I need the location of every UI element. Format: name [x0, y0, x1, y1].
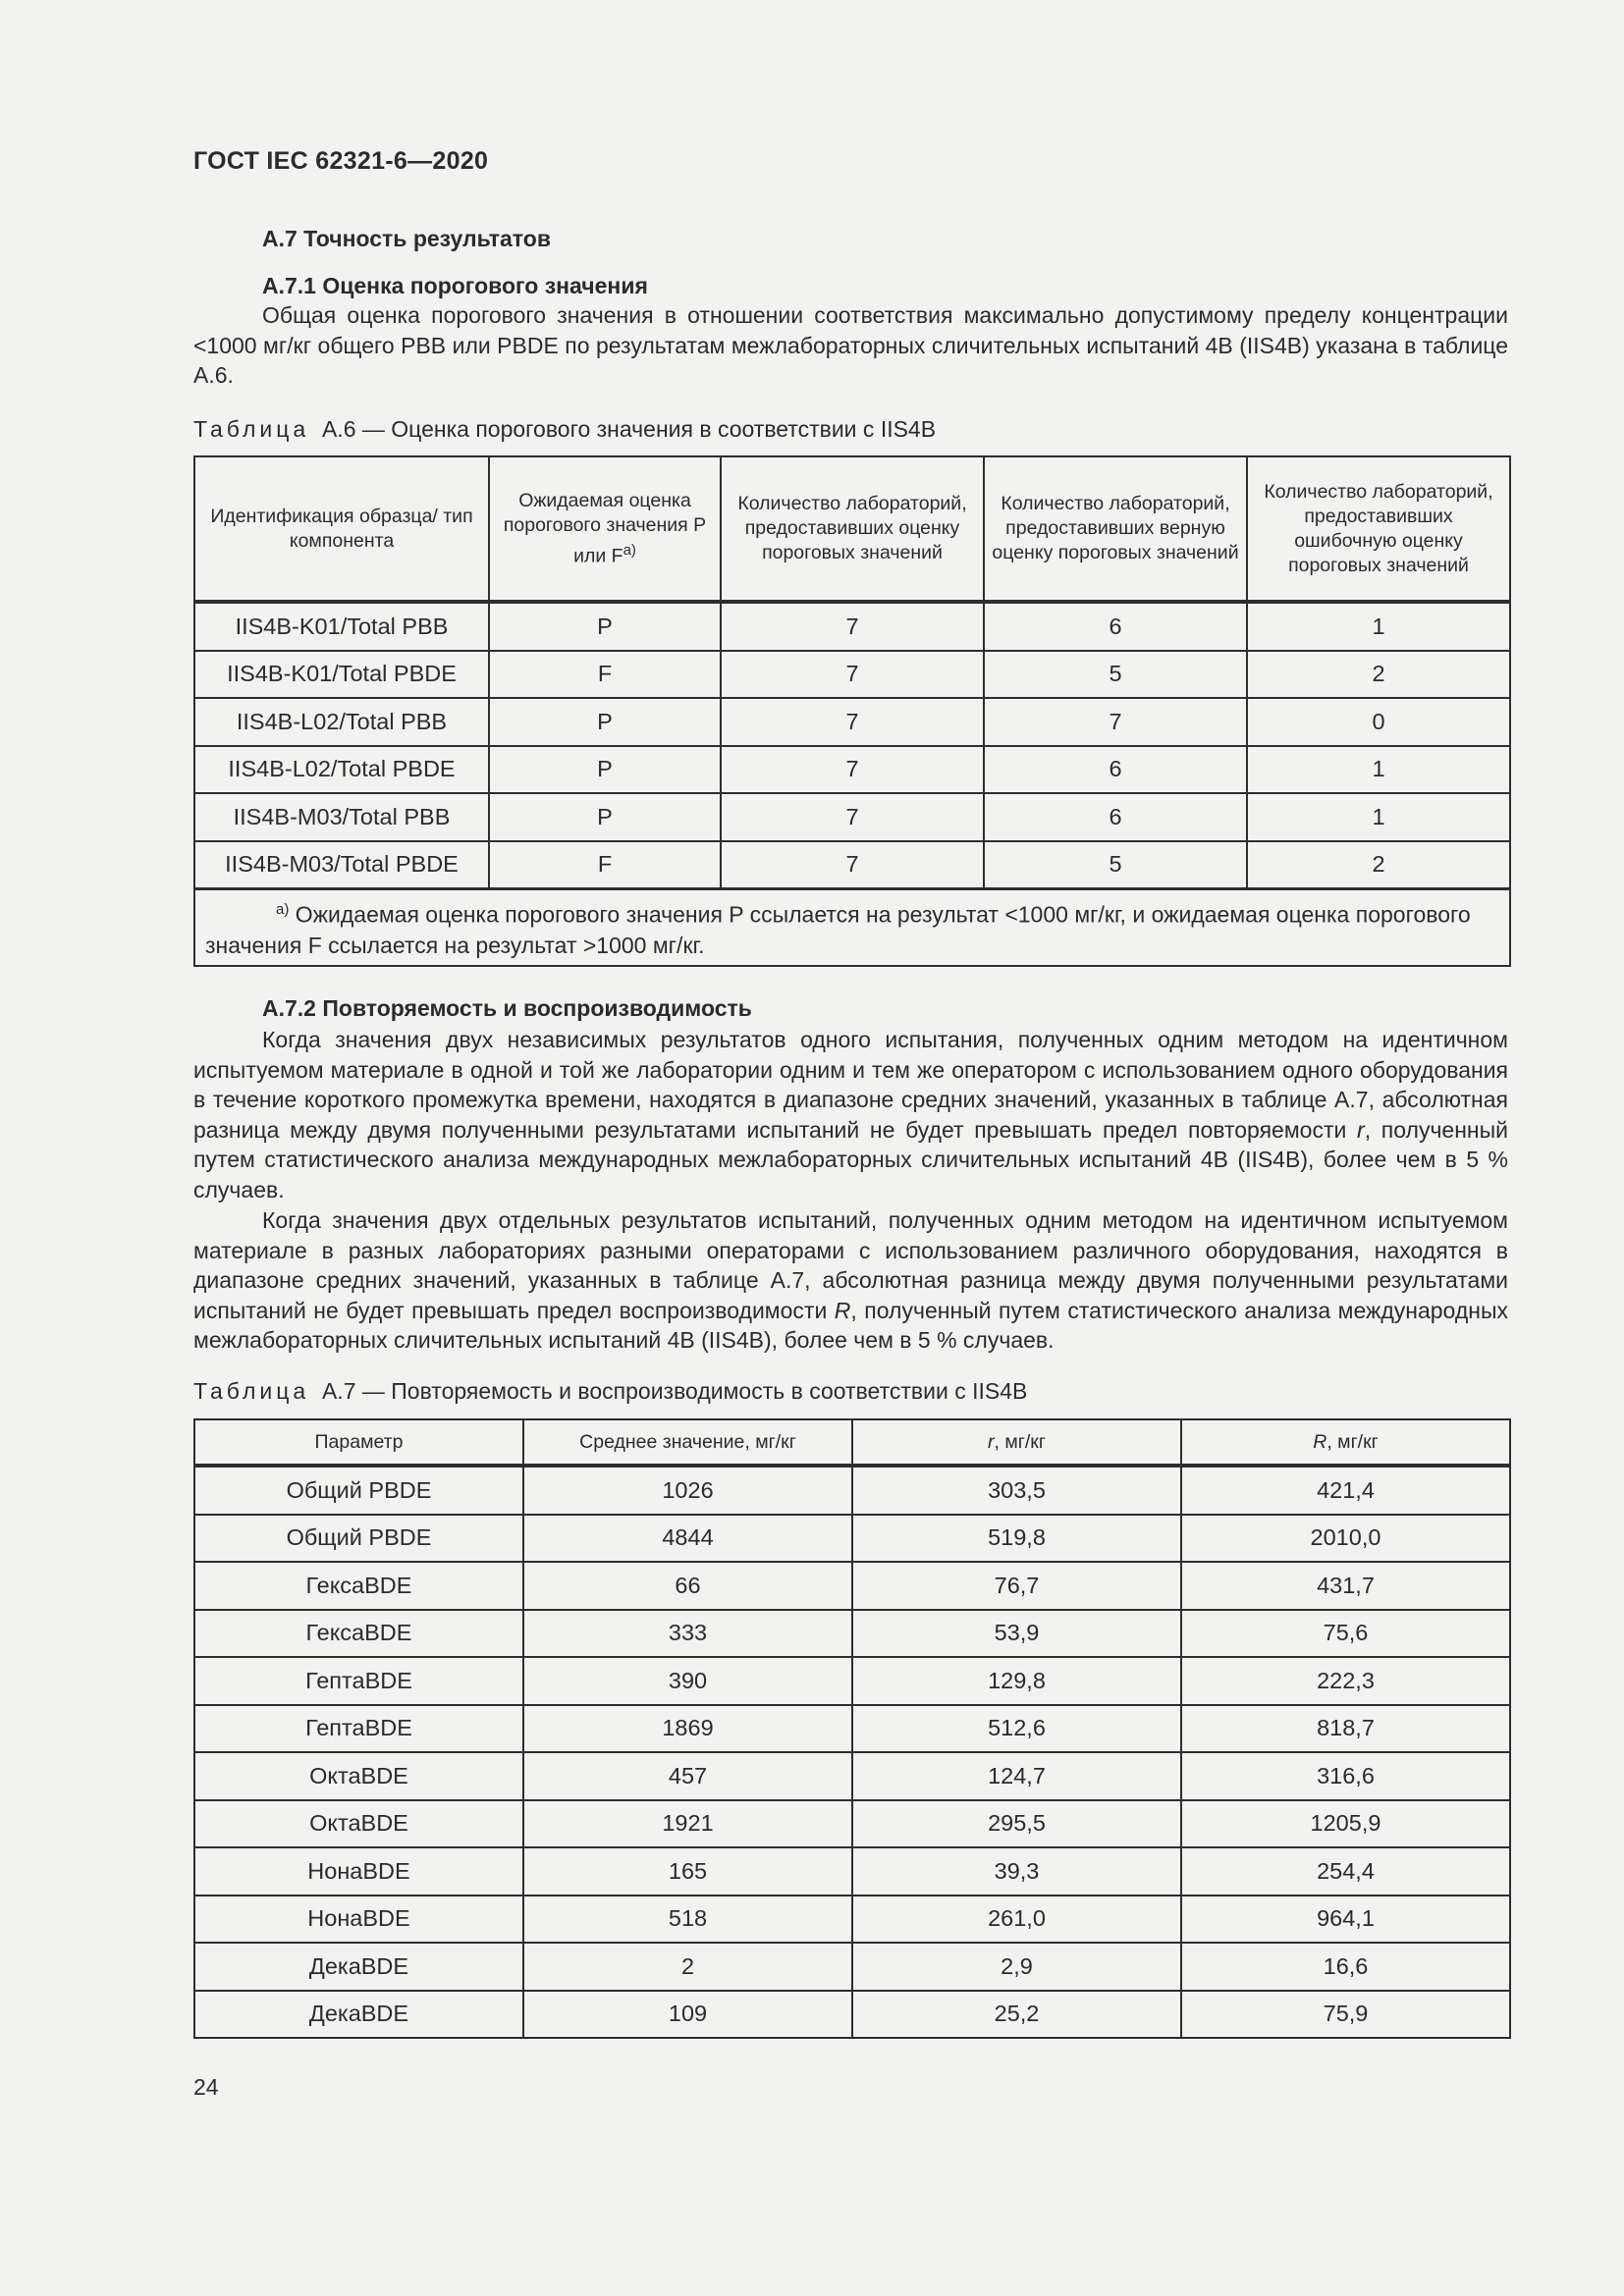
table-row [194, 1943, 1510, 1991]
table-cell: IIS4B-L02/Total PBB [194, 698, 489, 746]
table-cell: 6 [984, 746, 1247, 794]
page-number: 24 [193, 2074, 219, 2100]
subsection-heading-a71: А.7.1 Оценка порогового значения [262, 273, 648, 298]
table-cell: 76,7 [852, 1562, 1181, 1610]
table-cell: 2,9 [852, 1943, 1181, 1991]
table-cell: 1 [1247, 746, 1510, 794]
table-row [194, 746, 1510, 794]
table-row [194, 1896, 1510, 1944]
table-cell: 818,7 [1181, 1705, 1510, 1753]
table-cell: IIS4B-M03/Total PBB [194, 793, 489, 841]
table-cell: НонаBDE [194, 1896, 523, 1944]
table-a6-body [194, 602, 1510, 889]
table-cell: ОктаBDE [194, 1800, 523, 1848]
table-row [194, 1991, 1510, 2039]
table-cell: P [489, 746, 721, 794]
table-cell: 53,9 [852, 1610, 1181, 1658]
table-a6-caption: Таблица А.6 — Оценка порогового значения в соответствии с IIS4B [193, 416, 937, 442]
table-cell: ГептаBDE [194, 1657, 523, 1705]
header-repeatability-limit: r, мг/кг [852, 1419, 1181, 1466]
table-header-row [194, 1419, 1510, 1466]
table-cell: 303,5 [852, 1466, 1181, 1515]
table-cell: IIS4B-M03/Total PBDE [194, 841, 489, 889]
table-cell: 518 [523, 1896, 852, 1944]
table-row [194, 1800, 1510, 1848]
table-cell: ГексаBDE [194, 1562, 523, 1610]
table-cell: Общий PBDE [194, 1466, 523, 1515]
subsection-heading-a72: А.7.2 Повторяемость и воспроизводимость [262, 995, 752, 1021]
table-cell: 316,6 [1181, 1752, 1510, 1800]
table-cell: 964,1 [1181, 1896, 1510, 1944]
table-a7-caption: Таблица А.7 — Повторяемость и воспроизводимость в соответствии с IIS4B [193, 1378, 1028, 1404]
header-mean-value: Среднее значение, мг/кг [523, 1419, 852, 1466]
table-row [194, 1610, 1510, 1658]
table-cell: 261,0 [852, 1896, 1181, 1944]
section-heading: А.7 Точность результатов [262, 226, 551, 251]
table-footnote-row [194, 889, 1510, 967]
table-cell: 7 [721, 841, 984, 889]
table-cell: 25,2 [852, 1991, 1181, 2039]
table-cell: P [489, 698, 721, 746]
standard-designation: ГОСТ IEC 62321-6—2020 [193, 147, 489, 175]
table-cell: 2 [1247, 651, 1510, 699]
table-cell: IIS4B-K01/Total PBB [194, 602, 489, 651]
table-cell: 1921 [523, 1800, 852, 1848]
table-cell: P [489, 793, 721, 841]
table-cell: 7 [984, 698, 1247, 746]
table-cell: 254,4 [1181, 1847, 1510, 1896]
table-cell: 1 [1247, 602, 1510, 651]
table-cell: 431,7 [1181, 1562, 1510, 1610]
paragraph-reproducibility: Когда значения двух отдельных результатов испытаний, полученных одним методом на идентичном испытуемом материале в разных лабораториях разными операторами с использованием различного оборудования, находятся в диапазоне средних значений, указанных в таблице А.7, абсолютная разница между двумя полученными результатами испытаний не будет превышать предел воспроизводимости R, полученный путем статистического анализа международных межлабораторных сличительных испытаний 4B (IIS4B), более чем в 5 % случаев. [193, 1207, 1509, 1353]
table-row [194, 841, 1510, 889]
table-cell: 1026 [523, 1466, 852, 1515]
table-cell: 7 [721, 746, 984, 794]
table-cell: 457 [523, 1752, 852, 1800]
table-cell: 5 [984, 841, 1247, 889]
table-cell: 512,6 [852, 1705, 1181, 1753]
table-row [194, 1752, 1510, 1800]
table-cell: 2 [523, 1943, 852, 1991]
table-cell: 7 [721, 698, 984, 746]
table-row [194, 1847, 1510, 1896]
table-cell: 75,6 [1181, 1610, 1510, 1658]
footnote-ref: а) [623, 541, 636, 559]
table-cell: 295,5 [852, 1800, 1181, 1848]
table-row [194, 1562, 1510, 1610]
table-cell: 5 [984, 651, 1247, 699]
table-a6 [193, 455, 1511, 967]
table-cell: F [489, 651, 721, 699]
table-cell: 519,8 [852, 1515, 1181, 1563]
header-parameter: Параметр [194, 1419, 523, 1466]
table-cell: ДекаBDE [194, 1943, 523, 1991]
header-labs-wrong: Количество лабораторий, предоставивших ошибочную оценку пороговых значений [1247, 456, 1510, 602]
table-a7 [193, 1418, 1511, 2039]
paragraph-repeatability: Когда значения двух независимых результатов одного испытания, полученных одним методом на идентичном испытуемом материале в одной и той же лаборатории одним и тем же оператором с использованием одного оборудования в течение короткого промежутка времени, находятся в диапазоне средних значений, указанных в таблице А.7, абсолютная разница между двумя полученными результатами испытаний не будет превышать предел повторяемости r, полученный путем статистического анализа международных межлабораторных сличительных испытаний 4B (IIS4B), более чем в 5 % случаев. [193, 1027, 1509, 1202]
table-cell: ГептаBDE [194, 1705, 523, 1753]
table-cell: 75,9 [1181, 1991, 1510, 2039]
table-cell: 7 [721, 793, 984, 841]
table-row [194, 602, 1510, 651]
table-cell: 7 [721, 602, 984, 651]
table-cell: 1869 [523, 1705, 852, 1753]
table-row [194, 651, 1510, 699]
table-a7-body [194, 1466, 1510, 2038]
table-row [194, 1466, 1510, 1515]
table-cell: 2010,0 [1181, 1515, 1510, 1563]
table-cell: ДекаBDE [194, 1991, 523, 2039]
table-cell: 0 [1247, 698, 1510, 746]
table-cell: 6 [984, 602, 1247, 651]
table-row [194, 1705, 1510, 1753]
table-cell: 2 [1247, 841, 1510, 889]
table-cell: 421,4 [1181, 1466, 1510, 1515]
table-cell: Общий PBDE [194, 1515, 523, 1563]
table-cell: P [489, 602, 721, 651]
table-cell: НонаBDE [194, 1847, 523, 1896]
table-cell: IIS4B-K01/Total PBDE [194, 651, 489, 699]
table-cell: 1 [1247, 793, 1510, 841]
table-row [194, 793, 1510, 841]
table-cell: 1205,9 [1181, 1800, 1510, 1848]
table-cell: 66 [523, 1562, 852, 1610]
table-cell: 39,3 [852, 1847, 1181, 1896]
table-cell: IIS4B-L02/Total PBDE [194, 746, 489, 794]
header-expected-assessment: Ожидаемая оценка порогового значения P или $F^{а)}$ [489, 456, 721, 602]
paragraph-threshold-assessment: Общая оценка порогового значения в отношении соответствия максимально допустимому пределу концентрации <1000 мг/кг общего PBB или PBDE по результатам межлабораторных сличительных испытаний 4B (IIS4B) указана в таблице А.6. [193, 302, 1508, 388]
table-cell: 129,8 [852, 1657, 1181, 1705]
table-cell: 222,3 [1181, 1657, 1510, 1705]
header-labs-total: Количество лабораторий, предоставивших оценку пороговых значений [721, 456, 984, 602]
header-labs-correct: Количество лабораторий, предоставивших верную оценку пороговых значений [984, 456, 1247, 602]
table-cell: 109 [523, 1991, 852, 2039]
table-cell: 333 [523, 1610, 852, 1658]
table-cell: 7 [721, 651, 984, 699]
table-cell: 4844 [523, 1515, 852, 1563]
table-a6-footnote: $^{а)}$ Ожидаемая оценка порогового значения P ссылается на результат <1000 мг/кг, и ожидаемая оценка порогового значения F ссылается на результат >1000 мг/кг. [194, 889, 1510, 967]
table-row [194, 1657, 1510, 1705]
table-cell: 390 [523, 1657, 852, 1705]
table-cell: F [489, 841, 721, 889]
header-sample-id: Идентификация образца/ тип компонента [194, 456, 489, 602]
table-cell: 124,7 [852, 1752, 1181, 1800]
table-cell: 6 [984, 793, 1247, 841]
table-row [194, 1515, 1510, 1563]
table-cell: 165 [523, 1847, 852, 1896]
table-header-row [194, 456, 1510, 602]
table-cell: ГексаBDE [194, 1610, 523, 1658]
header-reproducibility-limit: R, мг/кг [1181, 1419, 1510, 1466]
table-cell: 16,6 [1181, 1943, 1510, 1991]
table-row [194, 698, 1510, 746]
table-cell: ОктаBDE [194, 1752, 523, 1800]
